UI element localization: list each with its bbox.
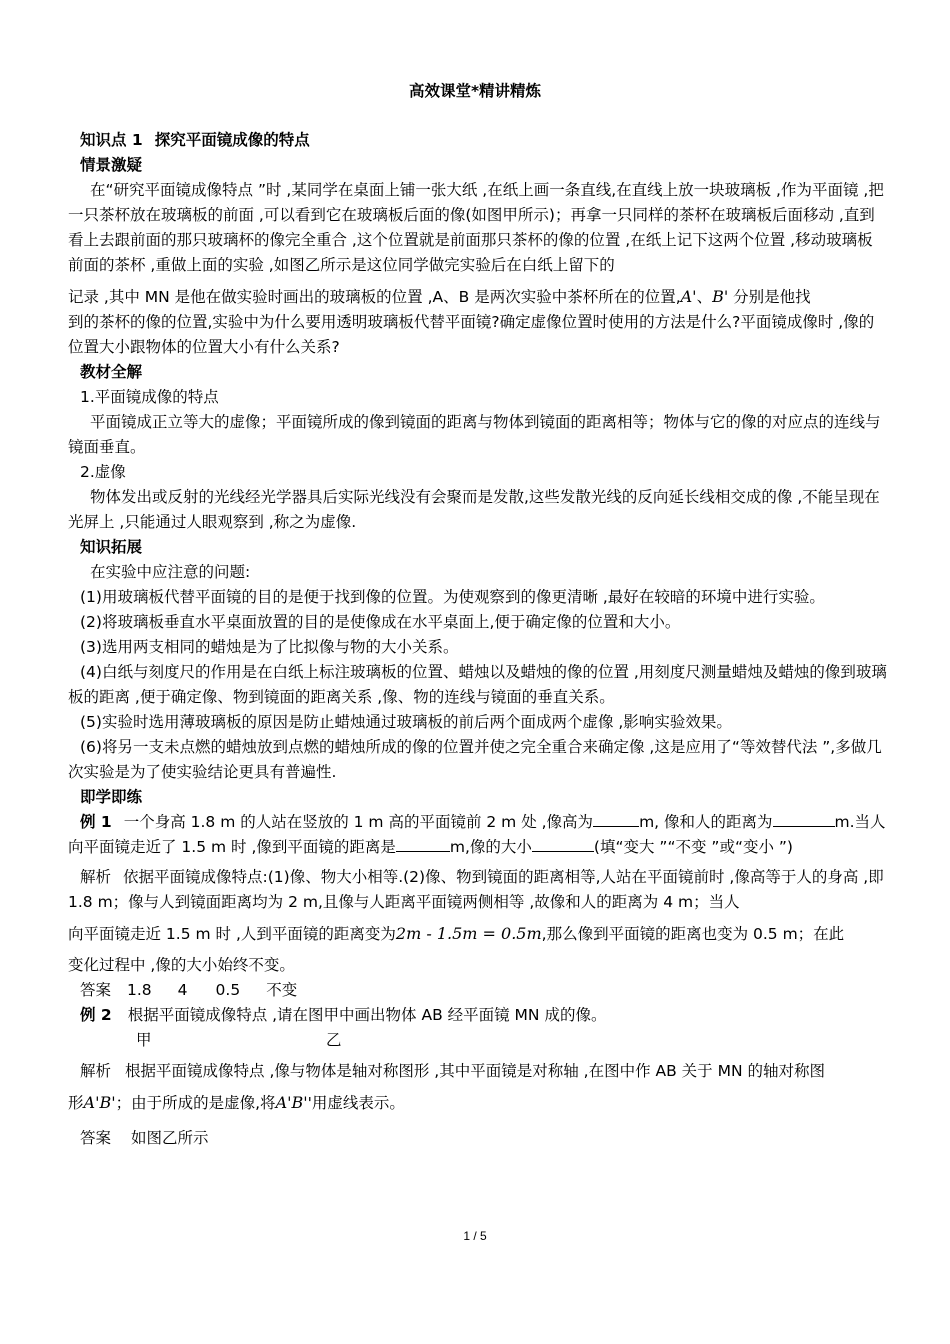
math-ab-prime: A'B'	[275, 1093, 308, 1112]
answer-blank[interactable]	[532, 836, 594, 852]
jcqj-s1-text: 平面镜成正立等大的虚像；平面镜所成的像到镜面的距离与物体到镜面的距离相等；物体与它的像的对应点的连线与镜面垂直。	[68, 413, 881, 456]
jcqj-s2-text: 物体发出或反射的光线经光学器具后实际光线没有会聚而是发散,这些发散光线的反向延长线相交成的像 ,不能呈现在光屏上 ,只能通过人眼观察到 ,称之为虚像.	[68, 488, 880, 531]
kp1-heading	[80, 128, 888, 153]
list-item: (4)白纸与刻度尺的作用是在白纸上标注玻璃板的位置、蜡烛以及蜡烛的像的位置 ,用刻度尺测量蜡烛及蜡烛的像到玻璃板的距离 ,便于确定像、物到镜面的距离关系 ,像、物的连线与镜面的垂直关系。	[68, 663, 887, 706]
answer-blank[interactable]	[773, 811, 835, 827]
list-item: (3)选用两支相同的蜡烛是为了比拟像与物的大小关系。	[80, 638, 459, 656]
math-a-prime: A'	[680, 287, 697, 306]
document-body	[68, 128, 888, 1151]
example-2-analysis-2: 形A'B'；由于所成的是虚像,将A'B''用虚线表示。	[68, 1093, 405, 1112]
jcqj-heading: 教材全解	[80, 363, 143, 381]
kp1-label: 知识点 1	[80, 131, 143, 149]
figure-yi-label: 乙	[326, 1031, 342, 1049]
example-1-analysis: 解析 依据平面镜成像特点:(1)像、物大小相等.(2)像、物到镜面的距离相等,人站在平面镜前时 ,像高等于人的身高 ,即 1.8 m；像与人到镜面距离均为 2 m,且像与人距离平面镜两侧相等 ,故像和人的距离为 4 m；当人	[68, 868, 884, 911]
figure-jia-label: 甲	[136, 1031, 152, 1049]
answer-value: 1.8	[127, 981, 152, 999]
kp1-title: 探究平面镜成像的特点	[154, 131, 310, 149]
figure-labels	[68, 1028, 888, 1053]
example-1-analysis-2: 向平面镜走近 1.5 m 时 ,人到平面镜的距离变为2m - 1.5m = 0.5m,那么像到平面镜的距离也变为 0.5 m；在此	[68, 924, 845, 943]
answer-value: 不变	[266, 981, 298, 999]
qjjy-paragraph-2: 记录 ,其中 MN 是他在做实验时画出的玻璃板的位置 ,A、B 是两次实验中茶杯所在的位置,A'、B' 分别是他找	[68, 287, 811, 306]
list-item: (5)实验时选用薄玻璃板的原因是防止蜡烛通过玻璃板的前后两个面成两个虚像 ,影响实验效果。	[80, 713, 732, 731]
example-1-question: 例 1 一个身高 1.8 m 的人站在竖放的 1 m 高的平面镜前 2 m 处 ,像高为 m, 像和人的距离为 m.当人向平面镜走近了 1.5 m 时 ,像到平面镜的距离是 m,像的大小 (填“变大 ”“不变 ”或“变小 ”)	[68, 813, 886, 856]
jcqj-s2-title: 2.虚像	[80, 463, 126, 481]
example-2-question: 例 2 根据平面镜成像特点 ,请在图甲中画出物体 AB 经平面镜 MN 成的像。	[80, 1006, 607, 1024]
jxjl-heading: 即学即练	[80, 788, 143, 806]
answer-blank[interactable]	[396, 836, 450, 852]
math-ab-prime: A'B'	[83, 1093, 116, 1112]
zstz-intro: 在实验中应注意的问题:	[90, 563, 251, 581]
answer-value: 0.5	[215, 981, 241, 999]
example-2-analysis: 解析 根据平面镜成像特点 ,像与物体是轴对称图形 ,其中平面镜是对称轴 ,在图中作 AB 关于 MN 的轴对称图	[80, 1062, 825, 1080]
page-number: 1 / 5	[463, 1229, 487, 1243]
list-item: (2)将玻璃板垂直水平桌面放置的目的是使像成在水平桌面上,便于确定像的位置和大小。	[80, 613, 681, 631]
answer-blank[interactable]	[593, 811, 639, 827]
list-item: (1)用玻璃板代替平面镜的目的是便于找到像的位置。为使观察到的像更清晰 ,最好在较暗的环境中进行实验。	[80, 588, 825, 606]
math-expression: 2m - 1.5m = 0.5m	[395, 924, 542, 943]
answer-value: 4	[177, 981, 188, 999]
jcqj-s1-title: 1.平面镜成像的特点	[80, 388, 219, 406]
math-b-prime: B'	[712, 287, 729, 306]
qjjy-paragraph-1: 在“研究平面镜成像特点 ”时 ,某同学在桌面上铺一张大纸 ,在纸上画一条直线,在直线上放一块玻璃板 ,作为平面镜 ,把一只茶杯放在玻璃板的前面 ,可以看到它在玻璃板后面的像(如图甲所示)；再拿一只同样的茶杯在玻璃板后面移动 ,直到看上去跟前面的那只玻璃杯的像完全重合 ,这个位置就是前面那只茶杯的像的位置 ,在纸上记下这两个位置 ,移动玻璃板前面的茶杯 ,重做上面的实验 ,如图乙所示是这位同学做完实验后在白纸上留下的	[68, 181, 884, 274]
example-1-analysis-3: 变化过程中 ,像的大小始终不变。	[68, 956, 295, 974]
example-2-answer: 答案 如图乙所示	[80, 1129, 209, 1147]
zstz-heading: 知识拓展	[80, 538, 143, 556]
page-title: 高效课堂*精讲精炼	[408, 82, 542, 100]
qjjy-heading: 情景激疑	[80, 156, 143, 174]
list-item: (6)将另一支未点燃的蜡烛放到点燃的蜡烛所成的像的位置并使之完全重合来确定像 ,这是应用了“等效替代法 ”,多做几次实验是为了使实验结论更具有普遍性.	[68, 738, 882, 781]
qjjy-paragraph-3: 到的茶杯的像的位置,实验中为什么要用透明玻璃板代替平面镜?确定虚像位置时使用的方法是什么?平面镜成像时 ,像的位置大小跟物体的位置大小有什么关系?	[68, 313, 875, 356]
example-1-answer: 答案 1.8 4 0.5 不变	[80, 978, 888, 1003]
